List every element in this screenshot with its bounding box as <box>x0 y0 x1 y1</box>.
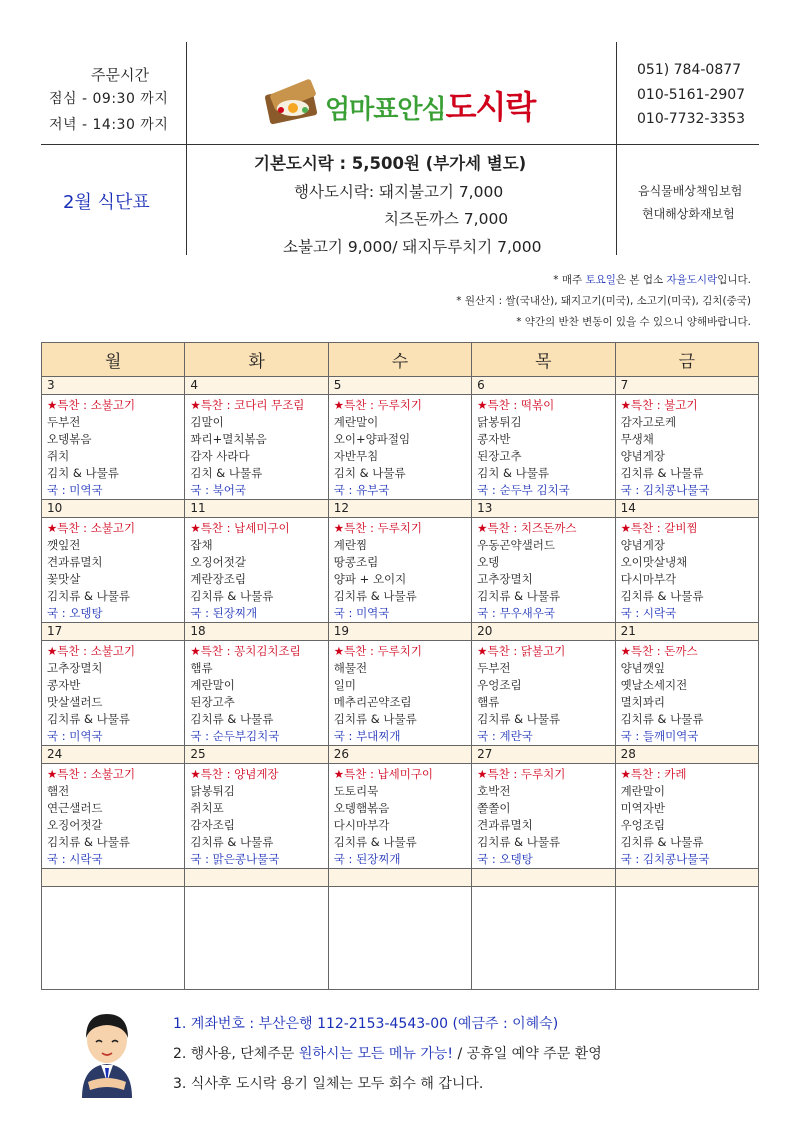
menu-cell <box>42 764 185 869</box>
side-dish: 오징어젓갈 <box>47 818 103 832</box>
side-dish: 계란장조림 <box>190 572 246 586</box>
side-dish: 미역자반 <box>620 801 665 815</box>
special-dish: ★특찬 : 두루치기 <box>333 398 422 412</box>
side-dish: 김치류 & 나물류 <box>477 835 561 849</box>
side-dish: 김치류 & 나물류 <box>333 835 417 849</box>
event-label: 행사도시락: 돼지불고기 7,000 <box>294 183 504 201</box>
side-dish: 맛살샐러드 <box>47 695 103 709</box>
lunchbox-logo-icon <box>263 72 323 132</box>
side-dish: 계란말이 <box>620 784 665 798</box>
side-dish: 잡채 <box>190 538 213 552</box>
side-dish: 두부전 <box>477 661 511 675</box>
soup-dish: 국 : 미역국 <box>47 483 103 497</box>
soup-dish: 국 : 무우새우국 <box>477 606 556 620</box>
soup-dish: 국 : 시락국 <box>620 606 677 620</box>
side-dish: 김치 & 나물류 <box>333 466 406 480</box>
side-dish: 해물전 <box>333 661 368 675</box>
insurance-line: 현대해상화재보험 <box>642 207 735 221</box>
side-dish: 감자고로케 <box>620 415 677 429</box>
menu-calendar <box>41 342 759 990</box>
side-dish: 양념게장 <box>620 449 665 463</box>
menu-cell <box>472 518 615 623</box>
note-variation: * 약간의 반찬 변동이 있을 수 있으니 양해바랍니다. <box>516 316 751 328</box>
soup-dish: 국 : 김치콩나물국 <box>620 483 710 497</box>
side-dish: 김치류 & 나물류 <box>47 835 130 849</box>
special-dish: ★특찬 : 불고기 <box>620 398 698 412</box>
soup-dish: 국 : 맑은콩나물국 <box>190 852 280 866</box>
side-dish: 다시마부각 <box>333 818 390 832</box>
order-time-lunch: 점심 - 09:30 까지 <box>49 91 169 107</box>
side-dish: 우엉조림 <box>477 678 522 692</box>
phone-number: 051) 784-0877 <box>637 62 742 78</box>
side-dish: 오이+양파절임 <box>333 432 411 446</box>
date-cell: 12 <box>328 500 471 518</box>
side-dish: 감자조림 <box>190 818 235 832</box>
soup-dish: 국 : 순두부 김치국 <box>477 483 570 497</box>
menu-cell <box>328 518 471 623</box>
side-dish: 김치 & 나물류 <box>190 466 263 480</box>
phone-number: 010-7732-3353 <box>637 111 746 127</box>
side-dish: 쫄쫄이 <box>477 801 511 815</box>
date-cell: 28 <box>615 746 758 764</box>
side-dish: 김치류 & 나물류 <box>333 712 417 726</box>
side-dish: 닭봉튀김 <box>190 784 235 798</box>
side-dish: 김치류 & 나물류 <box>47 712 130 726</box>
side-dish: 김치류 & 나물류 <box>47 589 130 603</box>
footer-account: 1. 계좌번호 : 부산은행 112-2153-4543-00 (예금주 : 이혜숙) <box>173 1016 559 1032</box>
soup-dish: 국 : 계란국 <box>477 729 533 743</box>
menu-cell <box>328 641 471 746</box>
date-cell: 24 <box>42 746 185 764</box>
side-dish: 연근샐러드 <box>47 801 103 815</box>
menu-title: 2월 식단표 <box>63 192 150 213</box>
special-dish: ★특찬 : 두루치기 <box>477 767 566 781</box>
side-dish: 햄류 <box>190 661 213 675</box>
side-dish: 김치류 & 나물류 <box>620 466 704 480</box>
side-dish: 양념게장 <box>620 538 665 552</box>
date-row <box>42 500 759 518</box>
date-cell: 4 <box>185 377 328 395</box>
side-dish: 오징어젓갈 <box>190 555 246 569</box>
side-dish: 김치류 & 나물류 <box>620 589 704 603</box>
menu-cell <box>328 764 471 869</box>
side-dish: 오뎅볶음 <box>47 432 92 446</box>
menu-cell <box>328 395 471 500</box>
menu-cell <box>472 764 615 869</box>
menu-cell <box>615 641 758 746</box>
menu-cell <box>185 518 328 623</box>
event-item: 치즈돈까스 7,000 <box>384 210 509 228</box>
side-dish: 김말이 <box>190 415 224 429</box>
special-dish: ★특찬 : 떡볶이 <box>477 398 555 412</box>
special-dish: ★특찬 : 닭불고기 <box>477 644 566 658</box>
menu-row <box>42 641 759 746</box>
note-origin: * 원산지 : 쌀(국내산), 돼지고기(미국), 소고기(미국), 김치(중국) <box>456 295 751 307</box>
special-dish: ★특찬 : 카레 <box>620 767 687 781</box>
soup-dish: 국 : 순두부김치국 <box>190 729 280 743</box>
menu-cell <box>615 518 758 623</box>
side-dish: 쥐치 <box>47 449 70 463</box>
soup-dish: 국 : 들깨미역국 <box>620 729 699 743</box>
soup-dish: 국 : 미역국 <box>333 606 390 620</box>
side-dish: 오이맛살냉채 <box>620 555 688 569</box>
special-dish: ★특찬 : 갈비찜 <box>620 521 698 535</box>
menu-row <box>42 518 759 623</box>
special-dish: ★특찬 : 소불고기 <box>47 398 136 412</box>
soup-dish: 국 : 김치콩나물국 <box>620 852 710 866</box>
soup-dish: 국 : 부대찌개 <box>333 729 401 743</box>
soup-dish: 국 : 된장찌개 <box>190 606 258 620</box>
event-item: 소불고기 9,000/ 돼지두루치기 7,000 <box>283 238 542 256</box>
header-divider <box>186 42 187 255</box>
date-cell: 7 <box>615 377 758 395</box>
header <box>41 42 759 255</box>
date-cell: 26 <box>328 746 471 764</box>
menu-cell <box>185 395 328 500</box>
side-dish: 계란말이 <box>190 678 235 692</box>
special-dish: ★특찬 : 치즈돈까스 <box>477 521 577 535</box>
special-dish: ★특찬 : 코다리 무조림 <box>190 398 305 412</box>
date-cell: 20 <box>472 623 615 641</box>
side-dish: 김치류 & 나물류 <box>477 589 561 603</box>
date-cell: 25 <box>185 746 328 764</box>
menu-row <box>42 764 759 869</box>
side-dish: 햄류 <box>477 695 500 709</box>
soup-dish: 국 : 북어국 <box>190 483 247 497</box>
header-divider <box>41 144 759 145</box>
menu-cell <box>185 641 328 746</box>
side-dish: 깻잎전 <box>47 538 81 552</box>
brand-name: 엄마표안심도시락 <box>325 88 536 126</box>
weekday-header: 화 <box>185 343 328 377</box>
special-dish: ★특찬 : 소불고기 <box>47 644 136 658</box>
empty-menu-row <box>42 887 759 990</box>
date-row <box>42 623 759 641</box>
special-dish: ★특찬 : 소불고기 <box>47 767 136 781</box>
person-bowing-icon <box>74 1008 140 1098</box>
side-dish: 양념깻잎 <box>620 661 665 675</box>
side-dish: 멸치꽈리 <box>620 695 665 709</box>
menu-cell <box>615 764 758 869</box>
phone-number: 010-5161-2907 <box>637 87 746 103</box>
menu-cell <box>42 641 185 746</box>
menu-row <box>42 395 759 500</box>
header-divider <box>616 42 617 255</box>
notes <box>456 270 751 333</box>
side-dish: 김치류 & 나물류 <box>620 712 704 726</box>
weekday-header-row <box>42 343 759 377</box>
side-dish: 된장고추 <box>477 449 522 463</box>
side-dish: 자반무침 <box>333 449 379 463</box>
side-dish: 쥐치포 <box>190 801 224 815</box>
soup-dish: 국 : 미역국 <box>47 729 103 743</box>
side-dish: 호박전 <box>477 784 511 798</box>
note-saturday: * 매주 토요일은 본 업소 자율도시락입니다. <box>553 274 751 286</box>
side-dish: 두부전 <box>47 415 81 429</box>
special-dish: ★특찬 : 돈까스 <box>620 644 698 658</box>
date-cell: 27 <box>472 746 615 764</box>
side-dish: 김치 & 나물류 <box>47 466 119 480</box>
soup-dish: 국 : 오뎅탕 <box>47 606 103 620</box>
special-dish: ★특찬 : 두루치기 <box>333 644 422 658</box>
insurance-line: 음식물배상책임보험 <box>638 184 743 198</box>
side-dish: 계란말이 <box>333 415 379 429</box>
order-time-title: 주문시간 <box>91 66 149 84</box>
date-cell: 18 <box>185 623 328 641</box>
date-cell: 19 <box>328 623 471 641</box>
menu-cell <box>185 764 328 869</box>
weekday-header: 목 <box>472 343 615 377</box>
side-dish: 양파 + 오이지 <box>333 572 407 586</box>
special-dish: ★특찬 : 납세미구이 <box>190 521 290 535</box>
date-cell: 6 <box>472 377 615 395</box>
side-dish: 도토리묵 <box>333 784 379 798</box>
date-cell: 13 <box>472 500 615 518</box>
side-dish: 닭봉튀김 <box>477 415 522 429</box>
special-dish: ★특찬 : 꽁치김치조림 <box>190 644 301 658</box>
weekday-header: 수 <box>328 343 471 377</box>
side-dish: 일미 <box>333 678 356 692</box>
soup-dish: 국 : 오뎅탕 <box>477 852 533 866</box>
menu-cell <box>472 641 615 746</box>
menu-cell <box>42 395 185 500</box>
side-dish: 김치류 & 나물류 <box>477 712 561 726</box>
soup-dish: 국 : 시락국 <box>47 852 103 866</box>
date-cell: 10 <box>42 500 185 518</box>
side-dish: 우동곤약샐러드 <box>477 538 555 552</box>
weekday-header: 월 <box>42 343 185 377</box>
side-dish: 고추장멸치 <box>477 572 533 586</box>
side-dish: 콩자반 <box>477 432 511 446</box>
special-dish: ★특찬 : 두루치기 <box>333 521 422 535</box>
side-dish: 김치류 & 나물류 <box>190 712 274 726</box>
empty-date-row <box>42 869 759 887</box>
side-dish: 김치 & 나물류 <box>477 466 549 480</box>
footer-container-return: 3. 식사후 도시락 용기 일체는 모두 회수 해 갑니다. <box>173 1076 484 1092</box>
weekday-header: 금 <box>615 343 758 377</box>
side-dish: 다시마부각 <box>620 572 677 586</box>
date-cell: 11 <box>185 500 328 518</box>
side-dish: 무생채 <box>620 432 654 446</box>
side-dish: 김치류 & 나물류 <box>190 835 274 849</box>
side-dish: 꽈리+멸치볶음 <box>190 432 267 446</box>
side-dish: 김치류 & 나물류 <box>620 835 704 849</box>
footer-group-order: 2. 행사용, 단체주문 원하시는 모든 메뉴 가능! / 공휴일 예약 주문 환영 <box>173 1046 602 1062</box>
date-cell: 5 <box>328 377 471 395</box>
special-dish: ★특찬 : 납세미구이 <box>333 767 434 781</box>
soup-dish: 국 : 유부국 <box>333 483 390 497</box>
special-dish: ★특찬 : 소불고기 <box>47 521 136 535</box>
date-cell: 17 <box>42 623 185 641</box>
basic-price: 기본도시락 : 5,500원 (부가세 별도) <box>254 154 527 173</box>
side-dish: 감자 사라다 <box>190 449 250 463</box>
side-dish: 견과류멸치 <box>47 555 103 569</box>
brand-logo <box>263 72 543 132</box>
soup-dish: 국 : 된장찌개 <box>333 852 401 866</box>
side-dish: 땅콩조림 <box>333 555 379 569</box>
date-cell: 3 <box>42 377 185 395</box>
side-dish: 콩자반 <box>47 678 81 692</box>
side-dish: 견과류멸치 <box>477 818 533 832</box>
date-cell: 21 <box>615 623 758 641</box>
side-dish: 고추장멸치 <box>47 661 103 675</box>
order-time-dinner: 저녁 - 14:30 까지 <box>49 117 169 133</box>
side-dish: 계란찜 <box>333 538 368 552</box>
side-dish: 메추리곤약조림 <box>333 695 412 709</box>
menu-cell <box>42 518 185 623</box>
side-dish: 된장고추 <box>190 695 235 709</box>
menu-cell <box>472 395 615 500</box>
side-dish: 김치류 & 나물류 <box>190 589 274 603</box>
side-dish: 오뎅햄볶음 <box>333 801 390 815</box>
date-cell: 14 <box>615 500 758 518</box>
side-dish: 꽃맛살 <box>47 572 81 586</box>
date-row <box>42 377 759 395</box>
special-dish: ★특찬 : 양념게장 <box>190 767 279 781</box>
side-dish: 옛날소세지전 <box>620 678 688 692</box>
menu-cell <box>615 395 758 500</box>
side-dish: 김치류 & 나물류 <box>333 589 417 603</box>
side-dish: 오뎅 <box>477 555 500 569</box>
side-dish: 햄전 <box>47 784 70 798</box>
side-dish: 우엉조림 <box>620 818 665 832</box>
date-row <box>42 746 759 764</box>
